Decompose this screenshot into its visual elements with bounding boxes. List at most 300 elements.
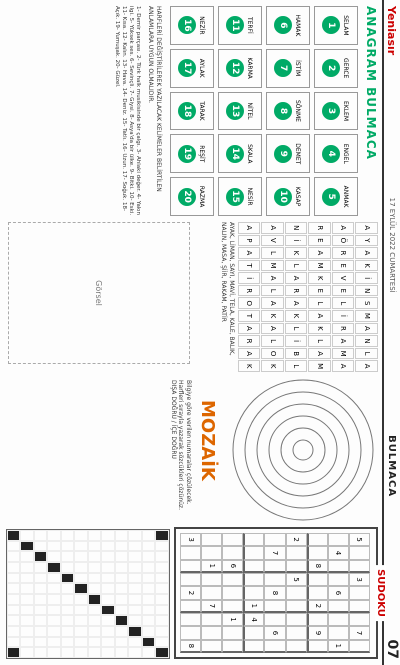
sudoku-cell (180, 560, 201, 573)
word-search-letter: İ (356, 272, 379, 284)
anagram-word: İSTİM (294, 60, 302, 77)
mini-grid-cell (156, 647, 170, 658)
word-search-letter: A (356, 222, 379, 234)
mini-grid-cell (61, 583, 75, 594)
sudoku-cell (264, 613, 285, 626)
sudoku-cell (243, 586, 264, 599)
sudoku-cell: 8 (264, 586, 285, 599)
mini-grid-cell (21, 594, 35, 605)
mini-grid-cell (61, 637, 75, 648)
mini-grid-cell (48, 583, 62, 594)
word-search-letter: K (285, 310, 308, 322)
sudoku-cell (201, 546, 222, 559)
anagram-cell (314, 134, 358, 173)
sudoku-cell: 1 (328, 640, 349, 653)
word-search-letter: L (356, 348, 379, 360)
word-search-letter: P (238, 235, 261, 247)
sudoku-cell (201, 533, 222, 546)
mini-grid-cell (115, 541, 129, 552)
mini-grid-cell (129, 583, 143, 594)
mini-grid-cell (21, 541, 35, 552)
sudoku-title: SUDOKU (375, 565, 386, 621)
anagram-cell (266, 6, 310, 45)
anagram-cell (218, 6, 262, 45)
word-search-letter: R (332, 247, 355, 259)
mini-grid-cell (115, 594, 129, 605)
word-search-letter: A (238, 247, 261, 259)
anagram-cell (266, 92, 310, 131)
mini-grid-cell (7, 594, 21, 605)
mini-grid-cell (129, 605, 143, 616)
anagram-number: 3 (323, 102, 341, 120)
anagram-number: 4 (323, 145, 341, 163)
sudoku-cell: 2 (286, 533, 307, 546)
mini-grid-cell (102, 573, 116, 584)
sudoku-cell (243, 533, 264, 546)
word-search-letter: A (262, 222, 285, 234)
sudoku-cell (222, 533, 243, 546)
mini-grid-cell (7, 615, 21, 626)
sudoku-cell: 6 (222, 560, 243, 573)
mini-grid-cell (102, 583, 116, 594)
sudoku-cell: 3 (180, 533, 201, 546)
sudoku-cell (328, 533, 349, 546)
word-search-letter: L (262, 247, 285, 259)
spiral-rings (233, 380, 373, 520)
mozaik-title: MOZAİK (197, 400, 218, 481)
mini-grid-cell (61, 626, 75, 637)
sudoku-cell (180, 546, 201, 559)
word-search-letter: R (309, 222, 332, 234)
anagram-word: ENGEL (342, 143, 350, 164)
mini-grid-cell (7, 551, 21, 562)
mini-grid-cell (48, 605, 62, 616)
mini-grid-cell (142, 594, 156, 605)
mini-grid-cell (7, 530, 21, 541)
anagram-word: EKLEM (342, 100, 350, 122)
mini-grid-cell (102, 541, 116, 552)
word-search-letter: A (356, 323, 379, 335)
mini-grid-cell (21, 647, 35, 658)
anagram-number: 20 (179, 188, 197, 206)
word-search-letter: L (309, 335, 332, 347)
mini-grid-cell (21, 551, 35, 562)
mini-grid-cell (129, 647, 143, 658)
word-search-letter: A (309, 348, 332, 360)
mini-grid-cell (61, 541, 75, 552)
word-search-letter: A (332, 222, 355, 234)
sudoku-cell: 5 (349, 533, 370, 546)
sudoku-cell (222, 626, 243, 639)
sudoku-cell (264, 600, 285, 613)
anagram-word: GERCE (342, 58, 350, 79)
anagram-word: REŞİT (198, 145, 206, 163)
mini-grid-cell (142, 615, 156, 626)
word-search-letter: S (356, 297, 379, 309)
sudoku-cell (201, 613, 222, 626)
mini-grid-cell (75, 647, 89, 658)
mini-grid-cell (34, 583, 48, 594)
anagram-word: ANMAK (342, 185, 350, 208)
mini-grid-cell (88, 530, 102, 541)
mini-grid-cell (156, 573, 170, 584)
sudoku-cell (307, 613, 328, 626)
word-search-letter: E (309, 285, 332, 297)
word-search-letter: M (309, 360, 332, 372)
word-search-letter: R (285, 285, 308, 297)
word-search-letter: A (238, 323, 261, 335)
sudoku-cell (328, 573, 349, 586)
mozaik-description: Bilgiye göre verilen numaralar çözülecek. Harfleri sırayla yazarak sözcükleri çözünüz. DIŞA DOĞRU / İÇE DOĞRU (170, 380, 192, 510)
mini-grid-cell (102, 562, 116, 573)
anagram-number: 9 (275, 145, 293, 163)
anagram-cell (170, 49, 214, 88)
anagram-cell (314, 92, 358, 131)
mini-grid-cell (129, 637, 143, 648)
mini-grid-cell (102, 530, 116, 541)
sudoku-cell (243, 640, 264, 653)
anagram-number: 11 (227, 16, 245, 34)
mini-grid-cell (88, 583, 102, 594)
anagram-word: SELAM (342, 15, 350, 36)
anagram-cell (314, 177, 358, 216)
anagram-clues: 1- Demir parçası. 2- Türk halk musikisinde bir çalgı. 3- Ahlaki değer. 4- Yakın ilgi. 5- Yüksek ses. 6- Sevinçli. 7- Giysi. 8- Asya'da bir ülke. 9- Bitki. 10- Eski. 11- Kısa. 12- Kalın. 13- Hava. 14- Deniz. 15- Tatlı. 16- Uzun. 17- Soğuk. 18- Açık. 19- Yumuşak. 20- Güzel. (114, 6, 141, 216)
mini-grid-cell (21, 626, 35, 637)
word-search-grid (238, 222, 378, 372)
sudoku-cell: 1 (201, 560, 222, 573)
mini-grid-cell (48, 637, 62, 648)
sudoku-cell (222, 600, 243, 613)
word-search-letter: A (332, 335, 355, 347)
word-search-letter: R (238, 335, 261, 347)
anagram-grid (170, 6, 358, 216)
anagram-cell (170, 177, 214, 216)
mini-grid-cell (75, 583, 89, 594)
word-search-letter: R (238, 285, 261, 297)
sudoku-cell: 4 (328, 546, 349, 559)
anagram-cell (314, 49, 358, 88)
sudoku-cell: 8 (307, 560, 328, 573)
mini-grid-cell (129, 530, 143, 541)
mini-grid-cell (61, 530, 75, 541)
mini-grid-cell (129, 562, 143, 573)
mini-grid-cell (142, 541, 156, 552)
mini-grid-cell (48, 541, 62, 552)
mini-grid-cell (129, 551, 143, 562)
mini-grid-cell (61, 647, 75, 658)
sudoku-cell (286, 626, 307, 639)
word-search-list: AYAK, LİMAN, SAYI, MAVİ, TELA, KALE, BALIK, NALIN, MASA, ŞİİR, RAKAM, PATİR (220, 222, 235, 356)
logo: Yeniasır (385, 6, 399, 56)
word-search-letter: A (309, 247, 332, 259)
mini-grid-cell (115, 615, 129, 626)
word-search-letter: R (332, 323, 355, 335)
sudoku-cell (222, 546, 243, 559)
sudoku-cell: 1 (243, 600, 264, 613)
sudoku-cell (307, 573, 328, 586)
mini-grid-cell (102, 647, 116, 658)
sudoku-cell (286, 640, 307, 653)
anagram-cell (314, 6, 358, 45)
mini-grid-cell (21, 637, 35, 648)
image-placeholder: Görsel (8, 222, 190, 364)
sudoku-cell: 8 (180, 640, 201, 653)
mini-grid-cell (21, 583, 35, 594)
mini-grid-cell (129, 573, 143, 584)
sudoku-cell (264, 560, 285, 573)
sudoku-cell (201, 640, 222, 653)
mini-grid-cell (61, 615, 75, 626)
sudoku-cell: 5 (286, 573, 307, 586)
sudoku-cell (243, 573, 264, 586)
mini-grid-cell (88, 541, 102, 552)
sudoku-cell: 2 (307, 600, 328, 613)
word-search-letter: L (262, 285, 285, 297)
sudoku-cell (349, 640, 370, 653)
mini-grid-cell (34, 637, 48, 648)
anagram-word: KASAP (294, 186, 302, 207)
word-search-letter: N (356, 285, 379, 297)
mini-grid-cell (75, 637, 89, 648)
word-search-letter: B (285, 348, 308, 360)
anagram-number: 13 (227, 102, 245, 120)
anagram-word: SKALA (246, 144, 254, 164)
mini-grid-cell (21, 573, 35, 584)
sudoku-cell (328, 626, 349, 639)
mini-grid-cell (102, 626, 116, 637)
mini-grid-cell (115, 583, 129, 594)
sudoku-cell (222, 640, 243, 653)
word-search-letter: L (285, 260, 308, 272)
mini-grid-cell (7, 583, 21, 594)
mini-grid-cell (75, 541, 89, 552)
mini-grid-cell (48, 562, 62, 573)
mozaik-spiral-grid (228, 375, 378, 525)
word-search-letter: N (356, 335, 379, 347)
sudoku-cell: 6 (264, 626, 285, 639)
mini-grid-cell (156, 615, 170, 626)
word-search-letter: K (238, 360, 261, 372)
mini-grid-cell (34, 626, 48, 637)
sudoku-cell (264, 573, 285, 586)
mini-grid-cell (142, 551, 156, 562)
sudoku-cell: 7 (349, 626, 370, 639)
word-search-letter: V (262, 235, 285, 247)
sudoku-cell (264, 640, 285, 653)
word-search-letter: A (332, 360, 355, 372)
word-search-letter: L (285, 360, 308, 372)
sudoku-cell (328, 560, 349, 573)
mini-grid-cell (48, 530, 62, 541)
sudoku-grid (180, 533, 370, 653)
word-search-letter: E (332, 285, 355, 297)
mini-grid-cell (48, 573, 62, 584)
word-search-letter: A (356, 360, 379, 372)
mini-grid-cell (7, 605, 21, 616)
mini-grid-cell (75, 551, 89, 562)
sudoku-cell: 3 (349, 573, 370, 586)
sudoku-cell (243, 560, 264, 573)
anagram-word: HAMAK (294, 14, 302, 37)
anagram-word: NESİR (246, 187, 254, 206)
mini-grid-cell (115, 530, 129, 541)
anagram-number: 6 (275, 16, 293, 34)
anagram-cell (170, 6, 214, 45)
mini-grid-cell (48, 615, 62, 626)
mini-grid-cell (129, 594, 143, 605)
mini-grid-cell (142, 583, 156, 594)
mini-grid-cell (7, 541, 21, 552)
anagram-word: TERFİ (246, 16, 254, 34)
sudoku-cell (307, 533, 328, 546)
mini-grid-cell (156, 551, 170, 562)
word-search-letter: M (356, 310, 379, 322)
mini-grid-cell (156, 530, 170, 541)
sudoku-cell (349, 613, 370, 626)
anagram-number: 8 (275, 102, 293, 120)
mini-grid-cell (115, 551, 129, 562)
mini-grid-cell (156, 583, 170, 594)
mini-grid-cell (34, 605, 48, 616)
mini-grid-cell (34, 594, 48, 605)
mini-grid-cell (156, 594, 170, 605)
word-search-letter: A (262, 297, 285, 309)
anagram-number: 2 (323, 59, 341, 77)
mini-grid-cell (115, 647, 129, 658)
mini-grid-cell (34, 647, 48, 658)
sudoku-cell: 9 (307, 626, 328, 639)
mini-grid-cell (88, 626, 102, 637)
mini-grid-cell (61, 573, 75, 584)
anagram-number: 12 (227, 59, 245, 77)
sudoku-cell (349, 546, 370, 559)
anagram-number: 14 (227, 145, 245, 163)
mini-grid-cell (115, 562, 129, 573)
anagram-word: TARAK (198, 101, 206, 121)
anagram-number: 1 (323, 16, 341, 34)
word-search-letter: M (309, 260, 332, 272)
anagram-cell (218, 92, 262, 131)
sudoku-cell (264, 533, 285, 546)
mini-grid-cell (129, 615, 143, 626)
mini-grid-cell (88, 605, 102, 616)
mini-crossword-grid (6, 529, 170, 659)
word-search-letter: K (262, 360, 285, 372)
sudoku-cell (328, 600, 349, 613)
anagram-number: 18 (179, 102, 197, 120)
mini-grid-cell (88, 615, 102, 626)
word-search-letter: L (309, 297, 332, 309)
sudoku-cell (286, 600, 307, 613)
word-search-letter: A (309, 310, 332, 322)
mini-grid-cell (88, 647, 102, 658)
word-search-letter: M (332, 348, 355, 360)
mini-grid-cell (142, 573, 156, 584)
mini-grid-cell (115, 626, 129, 637)
sudoku-cell (349, 600, 370, 613)
mini-grid-cell (156, 626, 170, 637)
mini-grid-cell (34, 530, 48, 541)
word-search-letter: A (262, 323, 285, 335)
sudoku-cell (307, 586, 328, 599)
sudoku-cell (286, 613, 307, 626)
mini-grid-cell (156, 562, 170, 573)
word-search-letter: K (356, 260, 379, 272)
word-search-letter: A (238, 222, 261, 234)
mini-grid-cell (75, 605, 89, 616)
word-search-letter: K (309, 272, 332, 284)
anagram-cell (266, 134, 310, 173)
anagram-word: KARMA (246, 57, 254, 79)
word-search-letter: İ (238, 272, 261, 284)
page-number: 07 (384, 639, 400, 659)
anagram-number: 5 (323, 188, 341, 206)
anagram-word: RAZMA (198, 185, 206, 208)
word-search-letter: L (262, 335, 285, 347)
sudoku-cell (328, 613, 349, 626)
mini-grid-cell (21, 615, 35, 626)
word-search-letter: A (285, 272, 308, 284)
mini-grid-cell (34, 562, 48, 573)
sudoku-cell (286, 560, 307, 573)
anagram-cell (170, 134, 214, 173)
word-search-letter: İ (332, 310, 355, 322)
mini-grid-cell (102, 637, 116, 648)
word-search-letter: T (238, 260, 261, 272)
sudoku-cell (222, 573, 243, 586)
sudoku-cell (243, 626, 264, 639)
word-search-letter: K (285, 247, 308, 259)
word-search-letter: A (262, 272, 285, 284)
date: 17 EYLÜL 2022 CUMARTESİ (388, 197, 396, 293)
mini-grid-cell (75, 615, 89, 626)
anagram-number: 15 (227, 188, 245, 206)
word-search-letter: O (238, 297, 261, 309)
word-search-letter: L (332, 297, 355, 309)
mini-grid-cell (88, 551, 102, 562)
anagram-word: NİTEL (246, 102, 254, 120)
word-search-letter: A (238, 348, 261, 360)
sudoku-box (174, 527, 386, 659)
word-search-letter: A (285, 297, 308, 309)
sudoku-cell: 4 (243, 613, 264, 626)
anagram-number: 19 (179, 145, 197, 163)
word-search-letter: A (356, 247, 379, 259)
mini-grid-cell (7, 647, 21, 658)
mini-grid-cell (21, 530, 35, 541)
anagram-note: HARFLERİ DEĞİŞTİRİLEREK YAZILACAK KELİMELER BELİRTİLEN ANLAMLARA UYGUN OLMALIDIR. (147, 6, 162, 192)
mini-grid-cell (34, 541, 48, 552)
anagram-word: AYLAK (198, 58, 206, 78)
mini-grid-cell (7, 562, 21, 573)
mini-grid-cell (75, 626, 89, 637)
mini-grid-cell (142, 605, 156, 616)
sudoku-cell (201, 586, 222, 599)
mini-grid-cell (102, 605, 116, 616)
mini-grid-cell (7, 573, 21, 584)
mini-grid-cell (115, 637, 129, 648)
mini-grid-cell (34, 551, 48, 562)
sudoku-cell: 7 (264, 546, 285, 559)
mini-grid-cell (142, 637, 156, 648)
mini-grid-cell (48, 647, 62, 658)
sudoku-cell (243, 546, 264, 559)
anagram-number: 7 (275, 59, 293, 77)
sudoku-cell (307, 546, 328, 559)
anagram-cell (170, 92, 214, 131)
word-search-letter: İ (285, 235, 308, 247)
anagram-word: SÖNME (294, 99, 302, 122)
